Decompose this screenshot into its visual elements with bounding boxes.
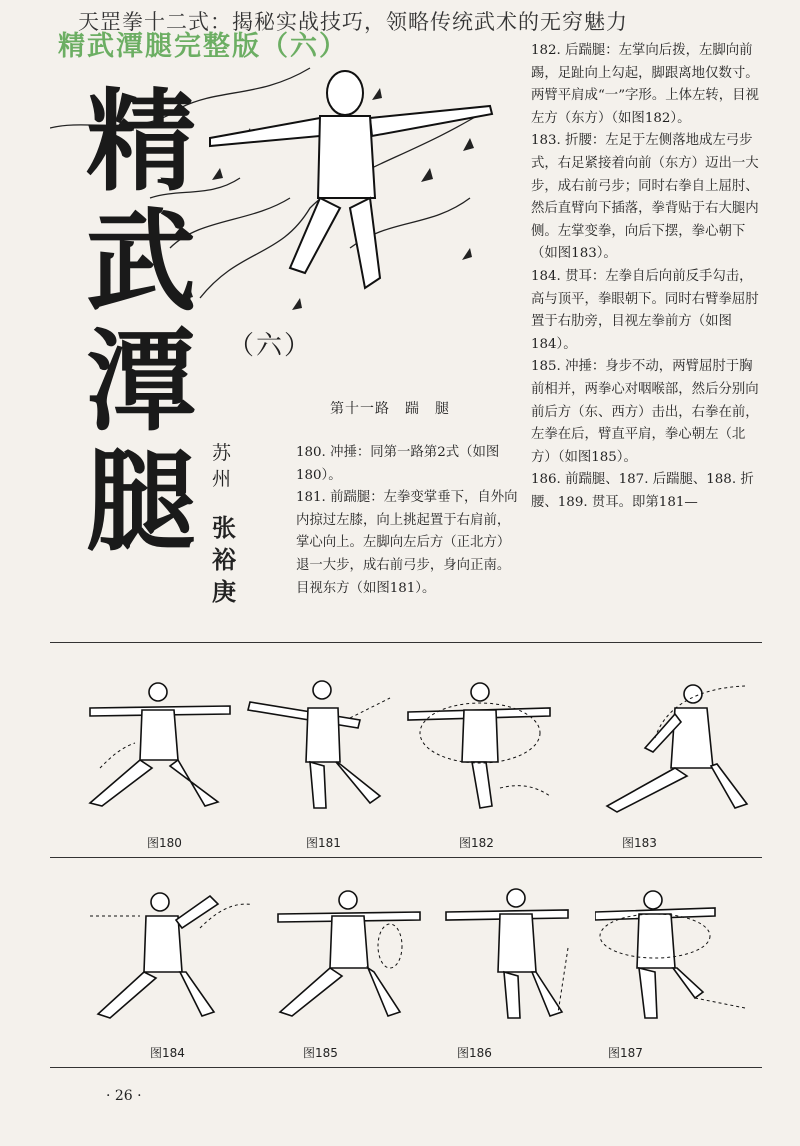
calligraphy-char-1: 精 xyxy=(86,77,196,206)
caption-182: 图182 xyxy=(459,836,494,850)
author-place: 苏州 xyxy=(212,442,232,490)
caption-185: 图185 xyxy=(303,1046,338,1060)
calligraphy-char-4: 腿 xyxy=(86,437,196,566)
paragraph-186-189: 186. 前踹腿、187. 后踹腿、188. 折腰、189. 贯耳。即第181— xyxy=(531,472,754,510)
calligraphy-char-2: 武 xyxy=(86,197,196,326)
section-title: 第十一路 踹 腿 xyxy=(330,401,450,417)
header-title: 精武潭腿完整版（六） xyxy=(58,31,348,62)
overlay-title: 天罡拳十二式：揭秘实战技巧，领略传统武术的无穷魅力 xyxy=(78,10,628,34)
figure-183 xyxy=(595,678,755,813)
right-text-column xyxy=(531,40,763,514)
volume-label: （六） xyxy=(228,331,313,361)
left-text-column xyxy=(296,442,518,600)
figure-185 xyxy=(270,888,430,1023)
figure-181 xyxy=(240,678,400,813)
paragraph-180: 180. 冲捶：同第一路第2式（如图180）。 xyxy=(296,445,500,483)
divider-top xyxy=(50,642,762,643)
caption-184: 图184 xyxy=(150,1046,185,1060)
paragraph-184: 184. 贯耳：左拳自后向前反手勾击，高与顶平，拳眼朝下。同时右臂拳屈肘置于右肋旁，目视左拳前方（如图184）。 xyxy=(531,268,759,352)
paragraph-185: 185. 冲捶：身步不动，两臂屈肘于胸前相并，两拳心对咽喉部，然后分别向前后方（东、西方）击出，右拳在前，左拳在后，臂直平肩，拳心朝左（北方）（如图185）。 xyxy=(531,359,759,465)
caption-187: 图187 xyxy=(608,1046,643,1060)
paragraph-182: 182. 后踹腿：左掌向后拨，左脚向前踢，足趾向上勾起，脚跟离地仅数寸。两臂平肩成“一”字形。上体左转，目视左方（东方）（如图182）。 xyxy=(531,43,759,126)
figure-182 xyxy=(400,678,560,813)
figure-186 xyxy=(438,888,598,1023)
figure-184 xyxy=(90,888,250,1023)
figure-187 xyxy=(595,888,755,1023)
author-name: 张裕庚 xyxy=(212,513,236,606)
calligraphy-title xyxy=(66,60,216,580)
figure-180 xyxy=(80,678,240,813)
caption-181: 图181 xyxy=(306,836,341,850)
divider-middle xyxy=(50,857,762,858)
caption-180: 图180 xyxy=(147,836,182,850)
paragraph-183: 183. 折腰：左足于左侧落地成左弓步式，右足紧接着向前（东方）迈出一大步，成右前弓步；同时右拳自上屈肘、然后直臂向下插落，拳背贴于右大腿内侧。左掌变拳，向后下摆，拳心朝下（如图183）。 xyxy=(531,133,759,262)
caption-183: 图183 xyxy=(622,836,657,850)
calligraphy-char-3: 潭 xyxy=(86,317,196,446)
page-number: · 26 · xyxy=(106,1088,142,1104)
caption-186: 图186 xyxy=(457,1046,492,1060)
divider-bottom xyxy=(50,1067,762,1068)
paragraph-181: 181. 前踹腿：左拳变掌垂下，自外向内掠过左膝，向上挑起置于右肩前，掌心向上。左脚向左后方（正北方）退一大步，成右前弓步，身向正南。目视东方（如图181）。 xyxy=(296,490,518,596)
